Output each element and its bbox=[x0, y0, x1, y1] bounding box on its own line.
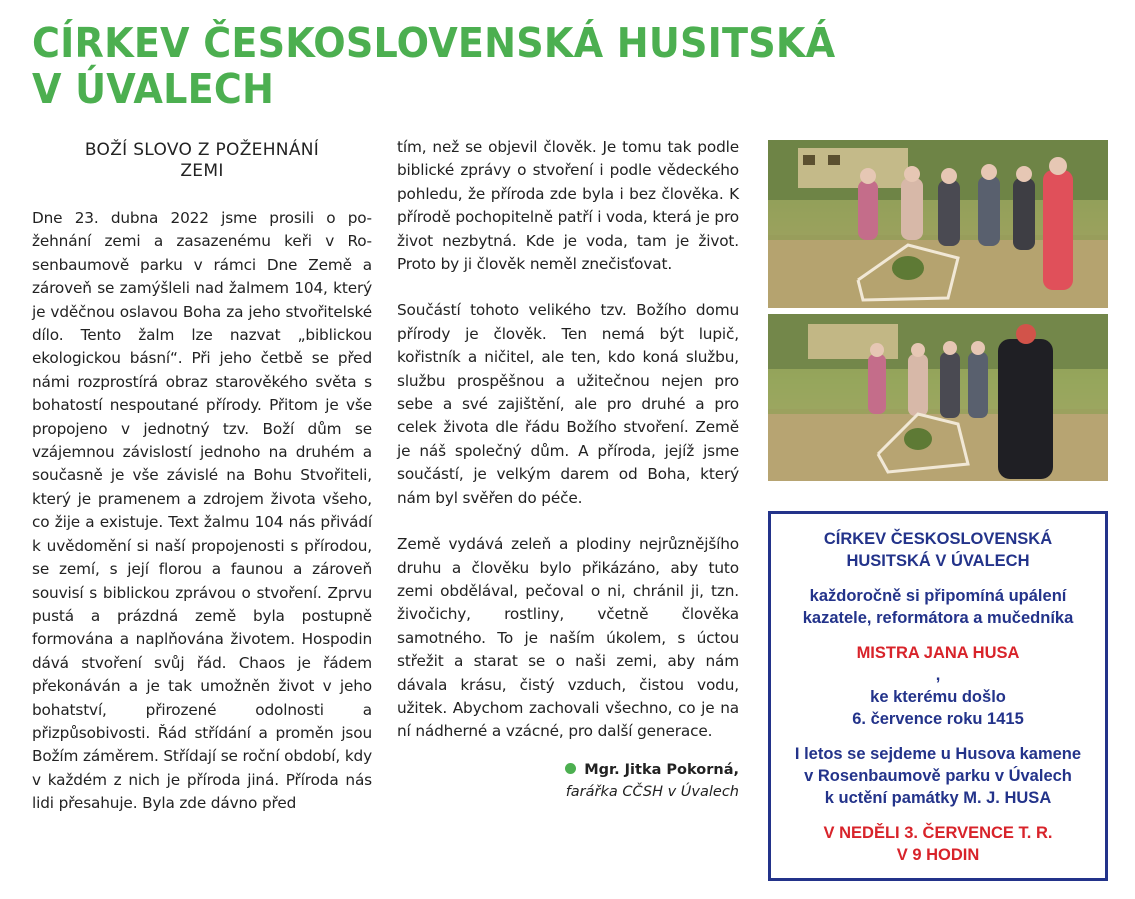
article-subtitle-line-2: ZEMI bbox=[180, 161, 224, 181]
notice-org-line-1: CÍRKEV ČESKOSLOVENSKÁ bbox=[823, 530, 1053, 548]
notice-org bbox=[781, 528, 1095, 572]
notice-name-date bbox=[781, 642, 1095, 730]
page-title-line-2: V ÚVALECH bbox=[32, 65, 275, 113]
article-paragraph-2: Součástí tohoto velikého tzv. Božího domu přírody je člověk. Ten nemá být lupič, kořistník a ničitel, ale ten, kdo koná službu, službu prospěšnou a užitečnou nejen pro sebe a své zajištění, ale pro druhé a pro celek života dle řádu Božího stvoření. Země je náš společný dům. A příroda, jejíž jsme součástí, je velkým darem od Boha, který nám byl svěřen do péče. bbox=[397, 301, 739, 507]
article-subtitle bbox=[32, 140, 372, 182]
photo-blessing-group bbox=[768, 140, 1108, 308]
article-column-2 bbox=[397, 136, 739, 803]
author-name: Mgr. Jitka Pokorná, bbox=[584, 761, 739, 778]
notice-invite-line-3: k uctění památky M. J. HUSA bbox=[824, 789, 1052, 807]
notice-invite bbox=[781, 743, 1095, 809]
photo-blessing-ceremony bbox=[768, 314, 1108, 481]
notice-when-line-1: V NEDĚLI 3. ČERVENCE T. R. bbox=[823, 824, 1053, 842]
photo-blessing-group-icon bbox=[768, 140, 1108, 308]
author-role: farářka CČSH v Úvalech bbox=[565, 783, 739, 800]
notice-name-suffix: , bbox=[935, 666, 941, 684]
notice-invite-line-1: I letos se sejdeme u Husova kamene bbox=[794, 745, 1082, 763]
article-paragraph-1-continued: tím, než se objevil člověk. Je tomu tak podle biblické zprávy o stvoření i podle vědeckého pohledu, že příroda zde byla i bez člověka. K přírodě pochopitelně patří i voda, která je pro život nezbytná. Kde je voda, tam je život. Proto by ji člověk neměl znečisťovat. bbox=[397, 138, 739, 274]
notice-date-line-1: ke kterému došlo bbox=[870, 688, 1006, 706]
notice-when-line-2: V 9 HODIN bbox=[896, 846, 980, 864]
page-title bbox=[32, 20, 869, 112]
article-subtitle-line-1: BOŽÍ SLOVO Z POŽEHNÁNÍ bbox=[84, 140, 320, 160]
notice-lead-line-2: kazatele, reformátora a mučedníka bbox=[802, 609, 1074, 627]
bullet-dot-icon bbox=[565, 763, 576, 774]
article-signature bbox=[397, 759, 739, 803]
notice-org-line-2: HUSITSKÁ V ÚVALECH bbox=[846, 552, 1030, 570]
article-paragraph-3: Země vydává zeleň a plodiny nejrůznějšího druhu a člověku bylo přikázáno, aby tuto zemi obdělával, pečoval o ni, chránil ji, tzn. živočichy, rostliny, včetně člověka samotného. To je naším úkolem, s úctou střežit a starat se o naši zemi, aby nám dávala krásu, čistý vzduch, čistou vodu, užitek. Abychom zachovali všechno, co je na ní nádherné a vzácné, pro další generace. bbox=[397, 535, 739, 741]
notice-name: MISTRA JANA HUSA bbox=[856, 644, 1020, 662]
photo-blessing-ceremony-icon bbox=[768, 314, 1108, 481]
notice-when bbox=[781, 822, 1095, 866]
notice-lead-line-1: každoročně si připomíná upálení bbox=[809, 587, 1067, 605]
article-paragraph-1: Dne 23. dubna 2022 jsme prosili o požehnání zemi a zasazenému keři v Rosenbaumově parku v rámci Dne Země a zároveň se zamýšleli nad žalmem 104, který je vděčnou oslavou Boha za jeho stvořitelské dílo. Tento žalm lze nazvat „biblickou ekologickou básní“. Při jeho četbě se před námi rozprostírá obraz starověkého světa s bohatostí nespoutané přírody. Přitom je vše propojeno v jednotný tzv. Boží dům se vzájemnou závislostí jednoho na druhém a současně je vše závislé na Bohu Stvořiteli, který je pramenem a zdrojem života všeho, co žije a existuje. Text žalmu 104 nás přivádí k uvědomění si naší propojenosti s přírodou, se zemí, s její florou a faunou a zároveň souvisí s biblickou zprávou o stvoření. Zprvu pustá a prázdná země byla postupně formována a naplňována životem. Hospodin dává stvoření svůj řád. Chaos je řádem překonáván a je tak umožněn život v jeho bohatství, přirozené odolnosti a přizpůsobivosti. Řád střídání a proměn jsou Božím záměrem. Střídají se roční období, kdy v každém z nich je příroda jiná. Příroda nás lidi přesahuje. Byla zde dávno před bbox=[32, 209, 372, 813]
page-title-line-1: CÍRKEV ČESKOSLOVENSKÁ HUSITSKÁ bbox=[32, 19, 836, 67]
article-column-1 bbox=[32, 140, 372, 816]
notice-invite-line-2: v Rosenbaumově parku v Úvalech bbox=[804, 767, 1072, 785]
notice-lead bbox=[781, 585, 1095, 629]
notice-date-line-2: 6. července roku 1415 bbox=[852, 710, 1024, 728]
notice-box bbox=[768, 511, 1108, 881]
